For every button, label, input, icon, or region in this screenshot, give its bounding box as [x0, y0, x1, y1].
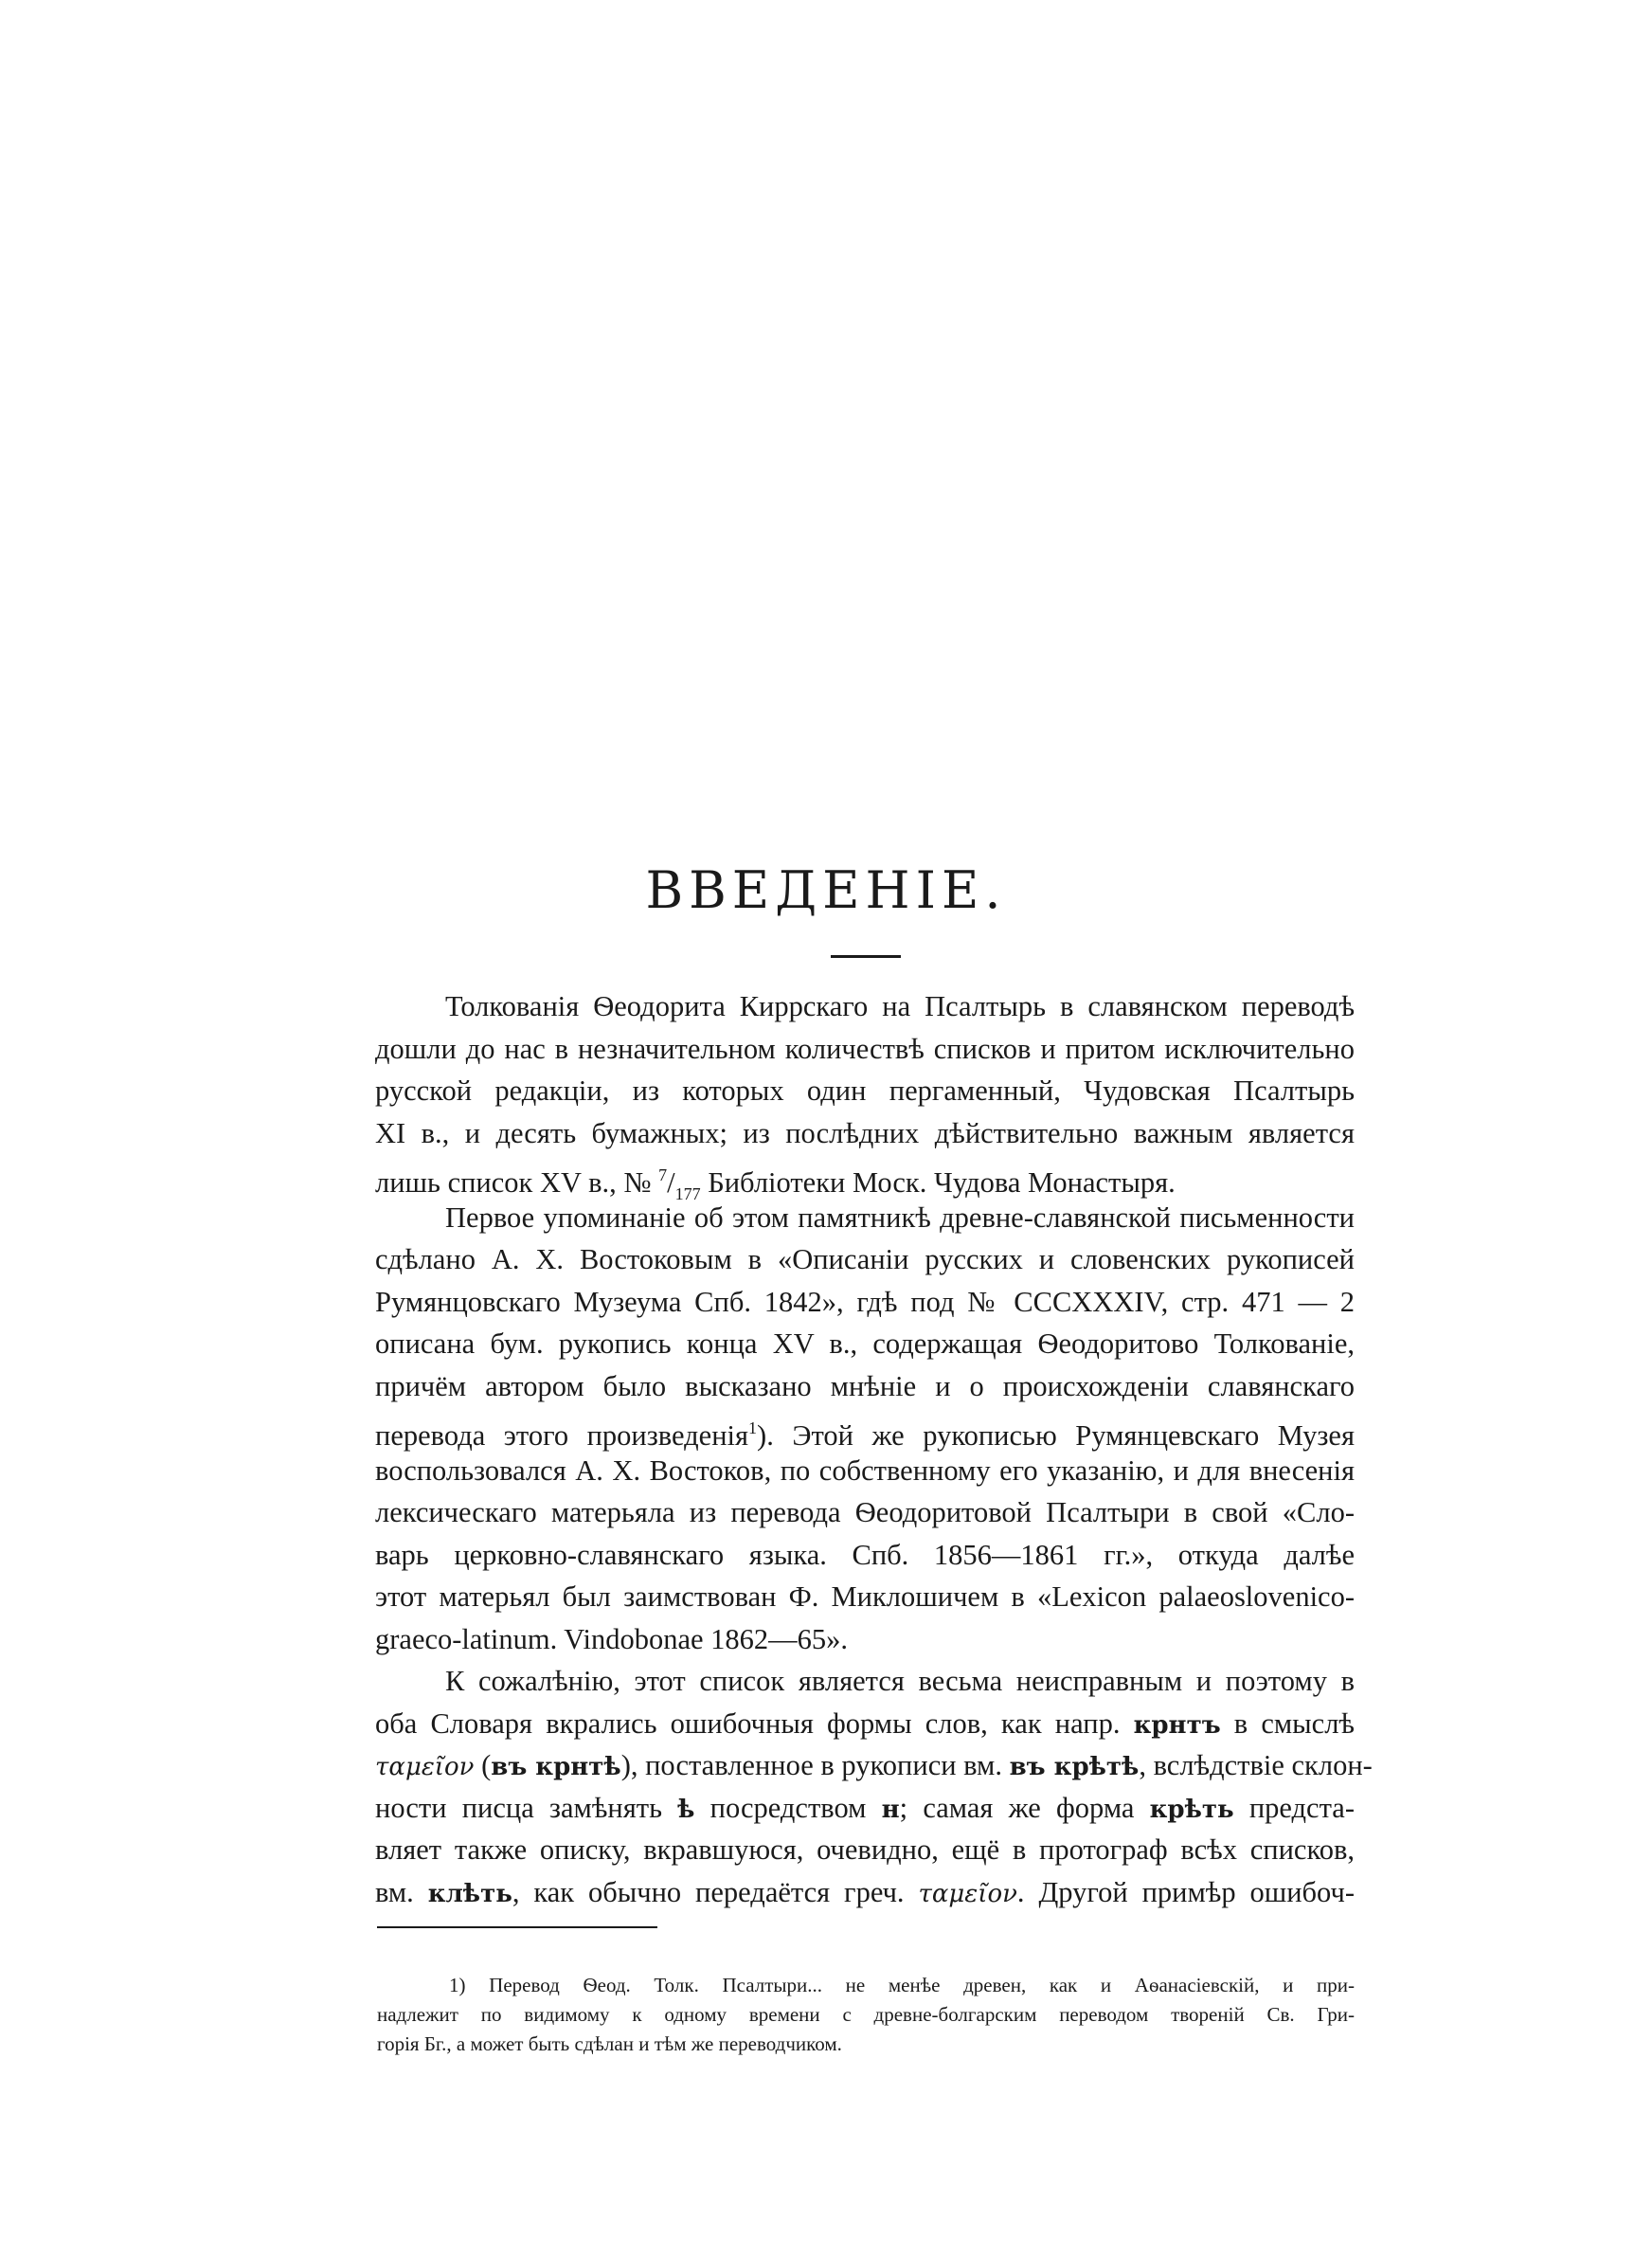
- text-run: в смыслѣ: [1220, 1706, 1355, 1740]
- footnote-line-3: горія Бг., а может быть сдѣлан и тѣм же переводчиком.: [377, 2032, 842, 2055]
- body-text: [375, 985, 1373, 1913]
- text-run: Библіотеки Моск. Чудова Монастыря.: [700, 1166, 1176, 1199]
- paragraph-2-line-6: [375, 1407, 1355, 1450]
- text-run: оба Словаря вкрались ошибочныя формы слов, как напр.: [375, 1706, 1134, 1740]
- paragraph-3-line-6: [375, 1871, 1355, 1914]
- greek-word: ταμεῖον: [918, 1879, 1017, 1908]
- text-run: ). Этой же рукописью Румянцевскаго Музея: [757, 1419, 1355, 1452]
- slavonic-word: крнтъ: [1133, 1710, 1221, 1740]
- text-run: лишь список XV в., №: [375, 1166, 659, 1199]
- slavonic-word: крѣть: [1149, 1795, 1234, 1824]
- paragraph-3-line-5: вляет также описку, вкравшуюся, очевидно, ещё в протограф всѣх списков,: [375, 1833, 1355, 1866]
- fraction-separator: /: [667, 1166, 675, 1199]
- slavonic-letter: ѣ: [677, 1795, 695, 1824]
- paragraph-1-line-1: Толкованія Ѳеодорита Киррскаго на Псалтырь в славянском переводѣ: [445, 990, 1355, 1022]
- paragraph-2-line-3: Румянцовскаго Музеума Спб. 1842», гдѣ под № CCCXXXIV, стр. 471 — 2: [375, 1285, 1355, 1318]
- text-run: , как обычно передаётся греч.: [512, 1875, 919, 1908]
- text-run: вм.: [375, 1875, 428, 1908]
- greek-word: ταμεῖον: [375, 1753, 475, 1781]
- title-divider: [831, 955, 901, 958]
- paragraph-3-line-1: К сожалѣнію, этот список является весьма неисправным и поэтому в: [445, 1665, 1355, 1697]
- fraction-denominator: 177: [674, 1184, 701, 1203]
- footnote-ref: 1: [748, 1418, 758, 1437]
- footnote: [377, 1971, 1355, 2059]
- slavonic-word: въ крнтѣ: [491, 1753, 621, 1781]
- paragraph-2-line-1: Первое упоминаніе об этом памятникѣ древне-славянской письменности: [445, 1201, 1355, 1234]
- paragraph-2-line-11: graeco-latinum. Vindobonae 1862—65».: [375, 1622, 849, 1655]
- slavonic-word: клѣть: [427, 1879, 512, 1908]
- text-run: , вслѣдствіе склон-: [1139, 1749, 1373, 1781]
- paragraph-2-line-2: сдѣлано А. Х. Востоковым в «Описаніи русских и словенских рукописей: [375, 1243, 1355, 1275]
- text-run: (: [474, 1749, 492, 1781]
- paragraph-2-line-7: воспользовался А. Х. Востоков, по собственному его указанію, и для внесенія: [375, 1454, 1355, 1487]
- text-run: ности писца замѣнять: [375, 1791, 678, 1824]
- text-run: перевода этого произведенія: [375, 1419, 749, 1452]
- paragraph-2-line-9: варь церковно-славянскаго языка. Спб. 1856—1861 гг.», откуда далѣе: [375, 1538, 1355, 1571]
- paragraph-1-line-2: дошли до нас в незначительном количествѣ списков и притом исключительно: [375, 1032, 1355, 1065]
- paragraph-2-line-4: описана бум. рукопись конца XV в., содержащая Ѳеодоритово Толкованіе,: [375, 1327, 1355, 1360]
- slavonic-letter: н: [881, 1795, 900, 1824]
- fraction-numerator: 7: [658, 1165, 668, 1184]
- paragraph-1-line-4: XI в., и десять бумажных; из послѣдних дѣйствительно важным является: [375, 1116, 1355, 1149]
- text-run: ; самая же форма: [899, 1791, 1150, 1824]
- paragraph-1-line-5: [375, 1154, 1355, 1203]
- text-run: предста-: [1233, 1791, 1355, 1824]
- footnote-divider: [377, 1926, 657, 1928]
- paragraph-2-line-10: этот матерьял был заимствован Ф. Миклошичем в «Lexicon palaeoslovenico-: [375, 1580, 1355, 1613]
- footnote-line-1: 1) Перевод Ѳеод. Толк. Псалтыри... не менѣе древен, как и Аѳанасіевскій, и при-: [449, 1974, 1355, 1996]
- paragraph-2-line-8: лексическаго матерьяла из перевода Ѳеодоритовой Псалтыри в свой «Сло-: [375, 1496, 1355, 1528]
- paragraph-2-line-5: причём автором было высказано мнѣніе и о происхожденіи славянскаго: [375, 1369, 1355, 1402]
- page-title: ВВЕДЕНІЕ.: [645, 860, 1007, 920]
- text-run: ), поставленное в рукописи вм.: [620, 1749, 1010, 1781]
- paragraph-3-line-3: [375, 1744, 1373, 1787]
- text-run: посредством: [694, 1791, 882, 1824]
- paragraph-3-line-4: [375, 1787, 1355, 1830]
- paragraph-3-line-2: [375, 1703, 1355, 1745]
- slavonic-word: въ крѣтѣ: [1009, 1753, 1140, 1781]
- paragraph-1-line-3: русской редакціи, из которых один пергаменный, Чудовская Псалтырь: [375, 1074, 1355, 1107]
- text-run: . Другой примѣр ошибоч-: [1016, 1875, 1355, 1908]
- footnote-line-2: надлежит по видимому к одному времени с древне-болгарским переводом твореній Св. Гри-: [377, 2003, 1355, 2026]
